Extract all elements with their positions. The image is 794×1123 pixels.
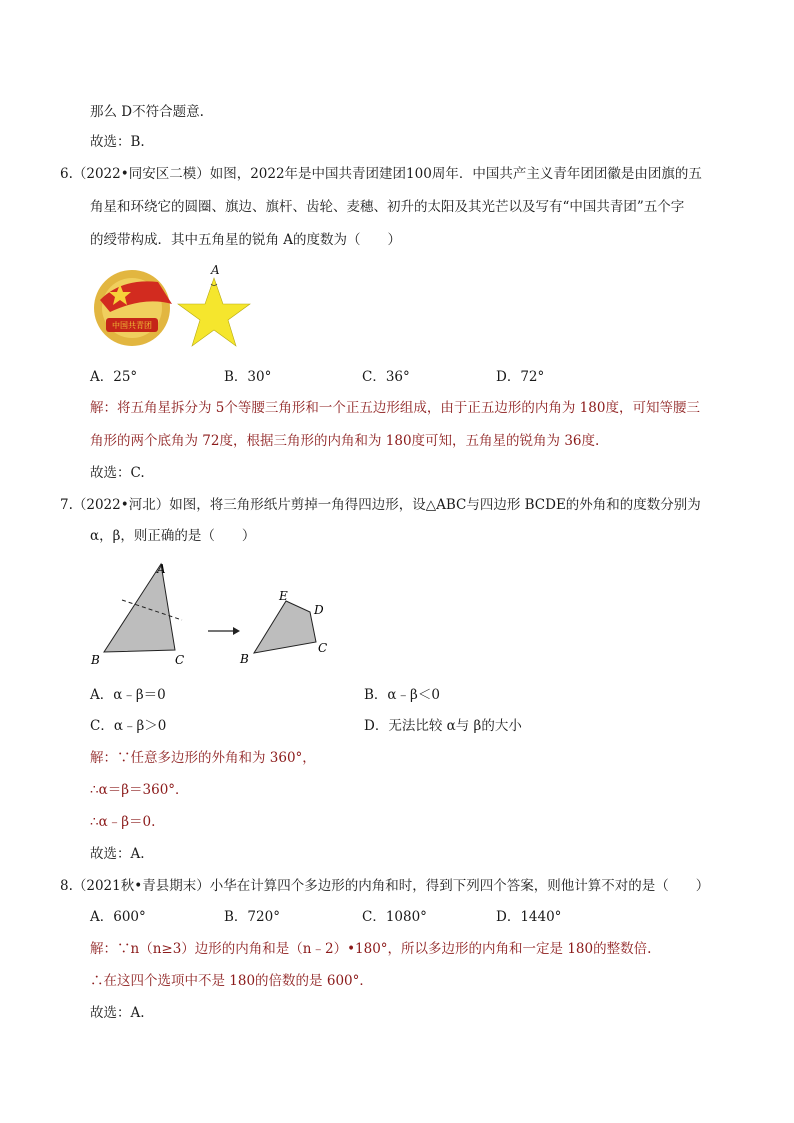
q8-solution-line2: ∴在这四个选项中不是 180的倍数的是 600°．	[90, 973, 373, 989]
q8-option-a: A．600°	[90, 909, 146, 925]
q6-option-c: C．36°	[362, 369, 410, 385]
q7-option-b: B．α﹣β＜0	[364, 687, 440, 703]
q7-solution-line1: 解：∵任意多边形的外角和为 360°，	[90, 750, 316, 766]
prev-solution-line: 那么 D不符合题意.	[90, 104, 204, 120]
five-point-star	[178, 278, 250, 346]
q7-option-c: C．α﹣β＞0	[90, 718, 167, 734]
prev-answer: 故选：B.	[90, 134, 145, 150]
q6-solution-line1: 解：将五角星拆分为 5个等腰三角形和一个正五边形组成，由于正五边形的内角为 180度，可知等腰三	[90, 400, 700, 416]
q7-answer: 故选：A.	[90, 846, 145, 862]
q6-option-a: A．25°	[90, 369, 138, 385]
q8-option-d: D．1440°	[496, 909, 562, 925]
q8-stem-line1: 8.（2021秋•青县期末）小华在计算四个多边形的内角和时，得到下列四个答案，则他计算不对的是（ ）	[60, 878, 710, 894]
q7-solution-line3: ∴α﹣β＝0.	[90, 814, 156, 830]
quad-label-b: B	[240, 652, 249, 666]
q8-option-b: B．720°	[224, 909, 280, 925]
q6-solution-line2: 角形的两个底角为 72度，根据三角形的内角和为 180度可知，五角星的锐角为 36度.	[90, 433, 600, 449]
q6-option-b: B．30°	[224, 369, 272, 385]
quad-label-e: E	[279, 589, 288, 603]
q6-stem-line1: 6.（2022•同安区二模）如图，2022年是中国共青团建团100周年．中国共产主义青年团团徽是由团旗的五	[60, 166, 702, 182]
q7-option-d: D．无法比较 α与 β的大小	[364, 718, 522, 734]
q6-stem-line3: 的绶带构成．其中五角星的锐角 A的度数为（ ）	[90, 232, 402, 248]
tri-label-b: B	[91, 653, 100, 667]
q8-answer: 故选：A.	[90, 1005, 145, 1021]
q6-option-d: D．72°	[496, 369, 545, 385]
youth-league-emblem	[94, 270, 172, 346]
q7-figure	[88, 556, 338, 671]
q7-stem-line1: 7.（2022•河北）如图，将三角形纸片剪掉一角得四边形，设△ABC与四边形 BCDE的外角和的度数分别为	[60, 497, 701, 513]
tri-label-a: A	[157, 562, 166, 576]
star-vertex-label-a: A	[211, 263, 220, 277]
q7-stem-line2: α，β，则正确的是（ ）	[90, 528, 256, 544]
q6-answer: 故选：C.	[90, 465, 145, 481]
q8-option-c: C．1080°	[362, 909, 427, 925]
q8-solution-line1: 解：∵n（n≥3）边形的内角和是（n﹣2）•180°，所以多边形的内角和一定是 180的整数倍.	[90, 941, 652, 957]
q7-solution-line2: ∴α＝β＝360°．	[90, 782, 189, 798]
tri-label-c: C	[175, 653, 185, 667]
emblem-ribbon-text: 中国共青团	[112, 321, 152, 330]
q6-figure	[92, 260, 252, 352]
quad-label-d: D	[314, 603, 324, 617]
q6-stem-line2: 角星和环绕它的圆圈、旗边、旗杆、齿轮、麦穗、初升的太阳及其光芒以及写有“中国共青团”五个字	[90, 199, 685, 215]
quad-label-c: C	[318, 641, 328, 655]
q7-option-a: A．α﹣β＝0	[90, 687, 166, 703]
